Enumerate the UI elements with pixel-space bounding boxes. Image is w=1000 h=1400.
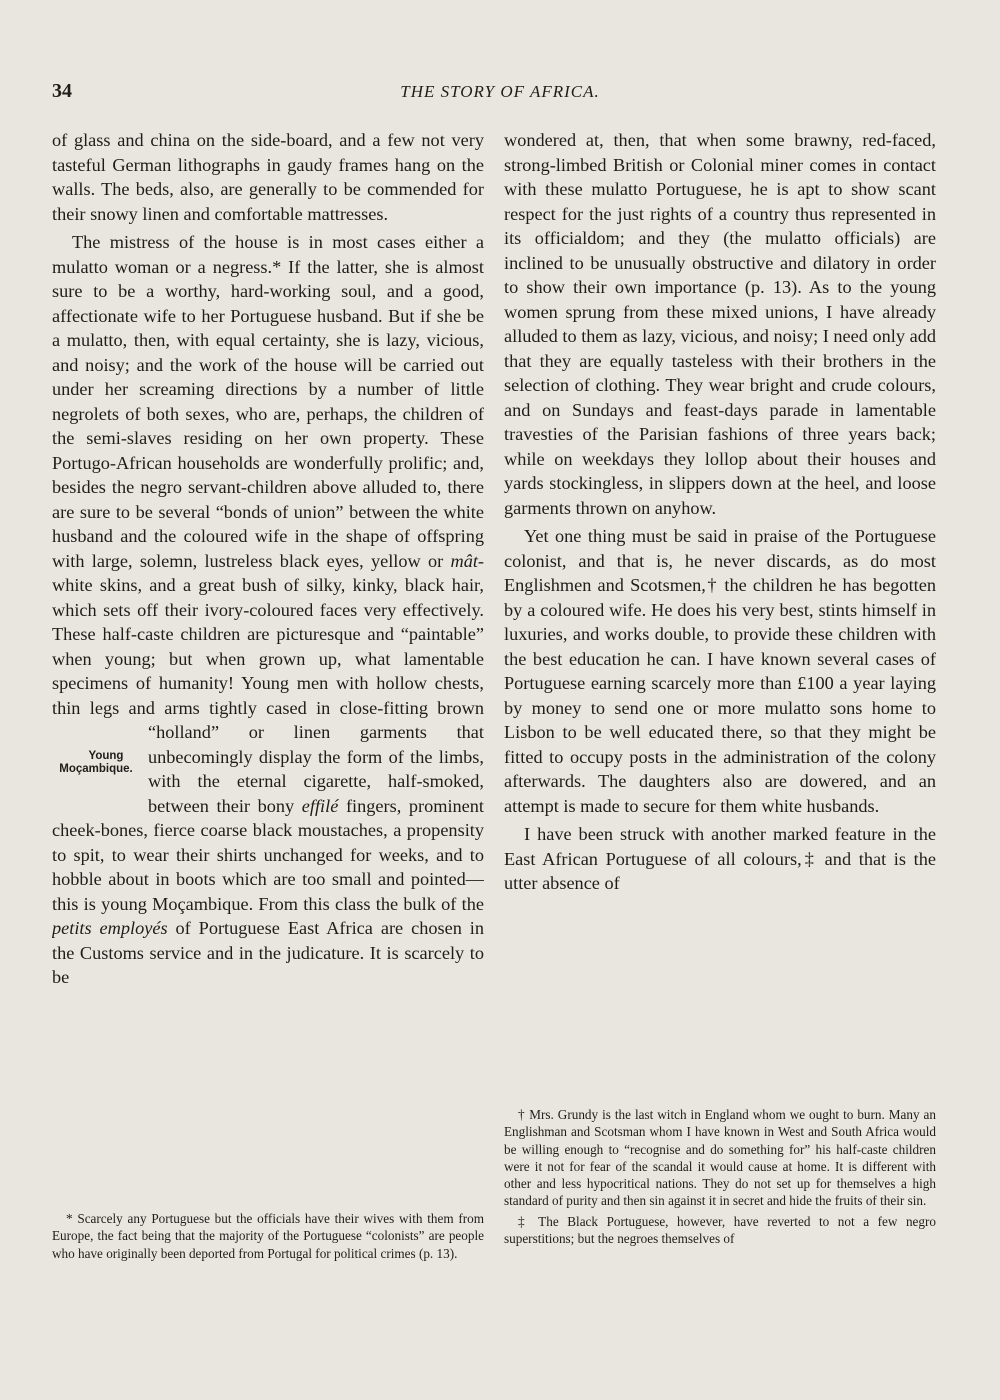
paragraph: wondered at, then, that when some brawny, red-faced, strong-limbed British or Colonial miner comes in contact with these mulatto Portuguese, he is apt to show scant respect for the just rights of a country thus represented in its officialdom; and they (the mulatto officials) are inclined to be unusually obstructive and dilatory in order to show their own importance (p. 13). As to the young women sprung from these mixed unions, I have already alluded to them as lazy, vicious, and noisy; I need only add that they are equally tasteless with their brothers in the selection of clothing. They wear bright and crude colours, and on Sundays and feast-days parade in lamentable travesties of the Parisian fashions of three years back; while on weekdays they lollop about their houses and yards stockingless, in slippers down at the heel, and loose garments thrown on anyhow. <box>504 130 936 518</box>
paragraph-text: -white skins, and a great bush of silky, kinky, black hair, which sets off their ivory-coloured faces very effectively. These half-caste children are picturesque and “paintable” when young; but when grown up, what lamentable specimens of humanity! Young men with hollow chests, thin legs and arms tightly cased in close-fitting brown “holland” or <box>52 550 484 742</box>
paragraph: I have been struck with another marked feature in the East African Portuguese of all colours,‡ and that is the utter absence of <box>504 824 936 893</box>
right-column <box>504 128 936 1368</box>
paragraph: of glass and china on the side-board, and a few not very tasteful German lithographs in gaudy frames hang on the walls. The beds, also, are generally to be commended for their snowy linen and comfortable mattresses. <box>52 130 484 224</box>
italic-term: mât <box>450 550 478 571</box>
footnotes-left <box>52 1210 484 1265</box>
footnote: * Scarcely any Portuguese but the officials have their wives with them from Europe, the fact being that the majority of the Portuguese “colonists” are people who have originally been deported from Portugal for political crimes (p. 13). <box>52 1211 484 1261</box>
paragraph-text: The mistress of the house is in most cases either a mulatto woman or a negress.* If the latter, she is almost sure to be a worthy, hard-working soul, and a good, affectionate wife to her Portuguese husband. But if she be a mulatto, then, with equal certainty, she is lazy, vicious, and noisy; and the work of the house will be carried out under her screaming directions by a number of little negrolets of both sexes, who are, perhaps, the children of the semi-slaves residing on her own property. These Portugo-African households are wonderfully prolific; and, besides the negro servant-children above alluded to, there are sure to be several “bonds of union” between the white husband and the coloured wife in the shape of offspring with large, solemn, lustreless black eyes, yellow or <box>52 232 484 571</box>
footnote: † Mrs. Grundy is the last witch in England whom we ought to burn. Many an Englishman and Scotsman whom I have known in West and South Africa would be willing enough to “recognise and do something for” his half-caste children were it not for fear of the scandal it would cause at home. It is different with other and less hypocritical nations. They do not set up for themselves a high standard of purity and then sin against it in secret and hide the fruits of their sin. <box>504 1107 936 1209</box>
footnote: ‡ The Black Portuguese, however, have reverted to not a few negro superstitions; but the negroes themselves of <box>504 1213 936 1247</box>
paragraph <box>52 230 484 990</box>
italic-term: effilé <box>301 795 339 816</box>
running-title: THE STORY OF AFRICA. <box>400 82 600 101</box>
page-number: 34 <box>52 80 72 102</box>
paragraph-text: of Portuguese East Africa are chosen in the Customs service and in the judicature. It is scarcely to be <box>52 918 484 987</box>
paragraph-text: fingers, prominent cheek-bones, fierce coarse black moustaches, a propensity to spit, to wear their shirts unchanged for weeks, and to hobble about in boots which are too small and pointed—this is young Moçambique. From this class the bulk of the <box>52 795 484 914</box>
running-head <box>52 80 948 110</box>
left-column <box>52 128 484 1368</box>
paragraph: Yet one thing must be said in praise of the Portuguese colonist, and that is, he never discards, as do most Englishmen and Scotsmen,† the children he has begotten by a coloured wife. He does his very best, stints himself in luxuries, and works double, to provide these children with the best education he can. I have known several cases of Portuguese earning scarcely more than £100 a year laying by money to send one or more mulatto sons home to Lisbon to be well educated there, so that they might be fitted to occupy posts in the administration of the colony afterwards. The daughters also are dowered, and an attempt is made to secure for them white husbands. <box>504 526 936 816</box>
paragraph-text: linen garments that unbecomingly display the form of the limbs, with the eternal cigarette, half-smoked, between their bony <box>148 722 484 816</box>
marginal-note: Young Moçambique. <box>59 750 133 775</box>
italic-term: petits employés <box>52 918 168 938</box>
footnotes-right <box>504 1106 936 1250</box>
